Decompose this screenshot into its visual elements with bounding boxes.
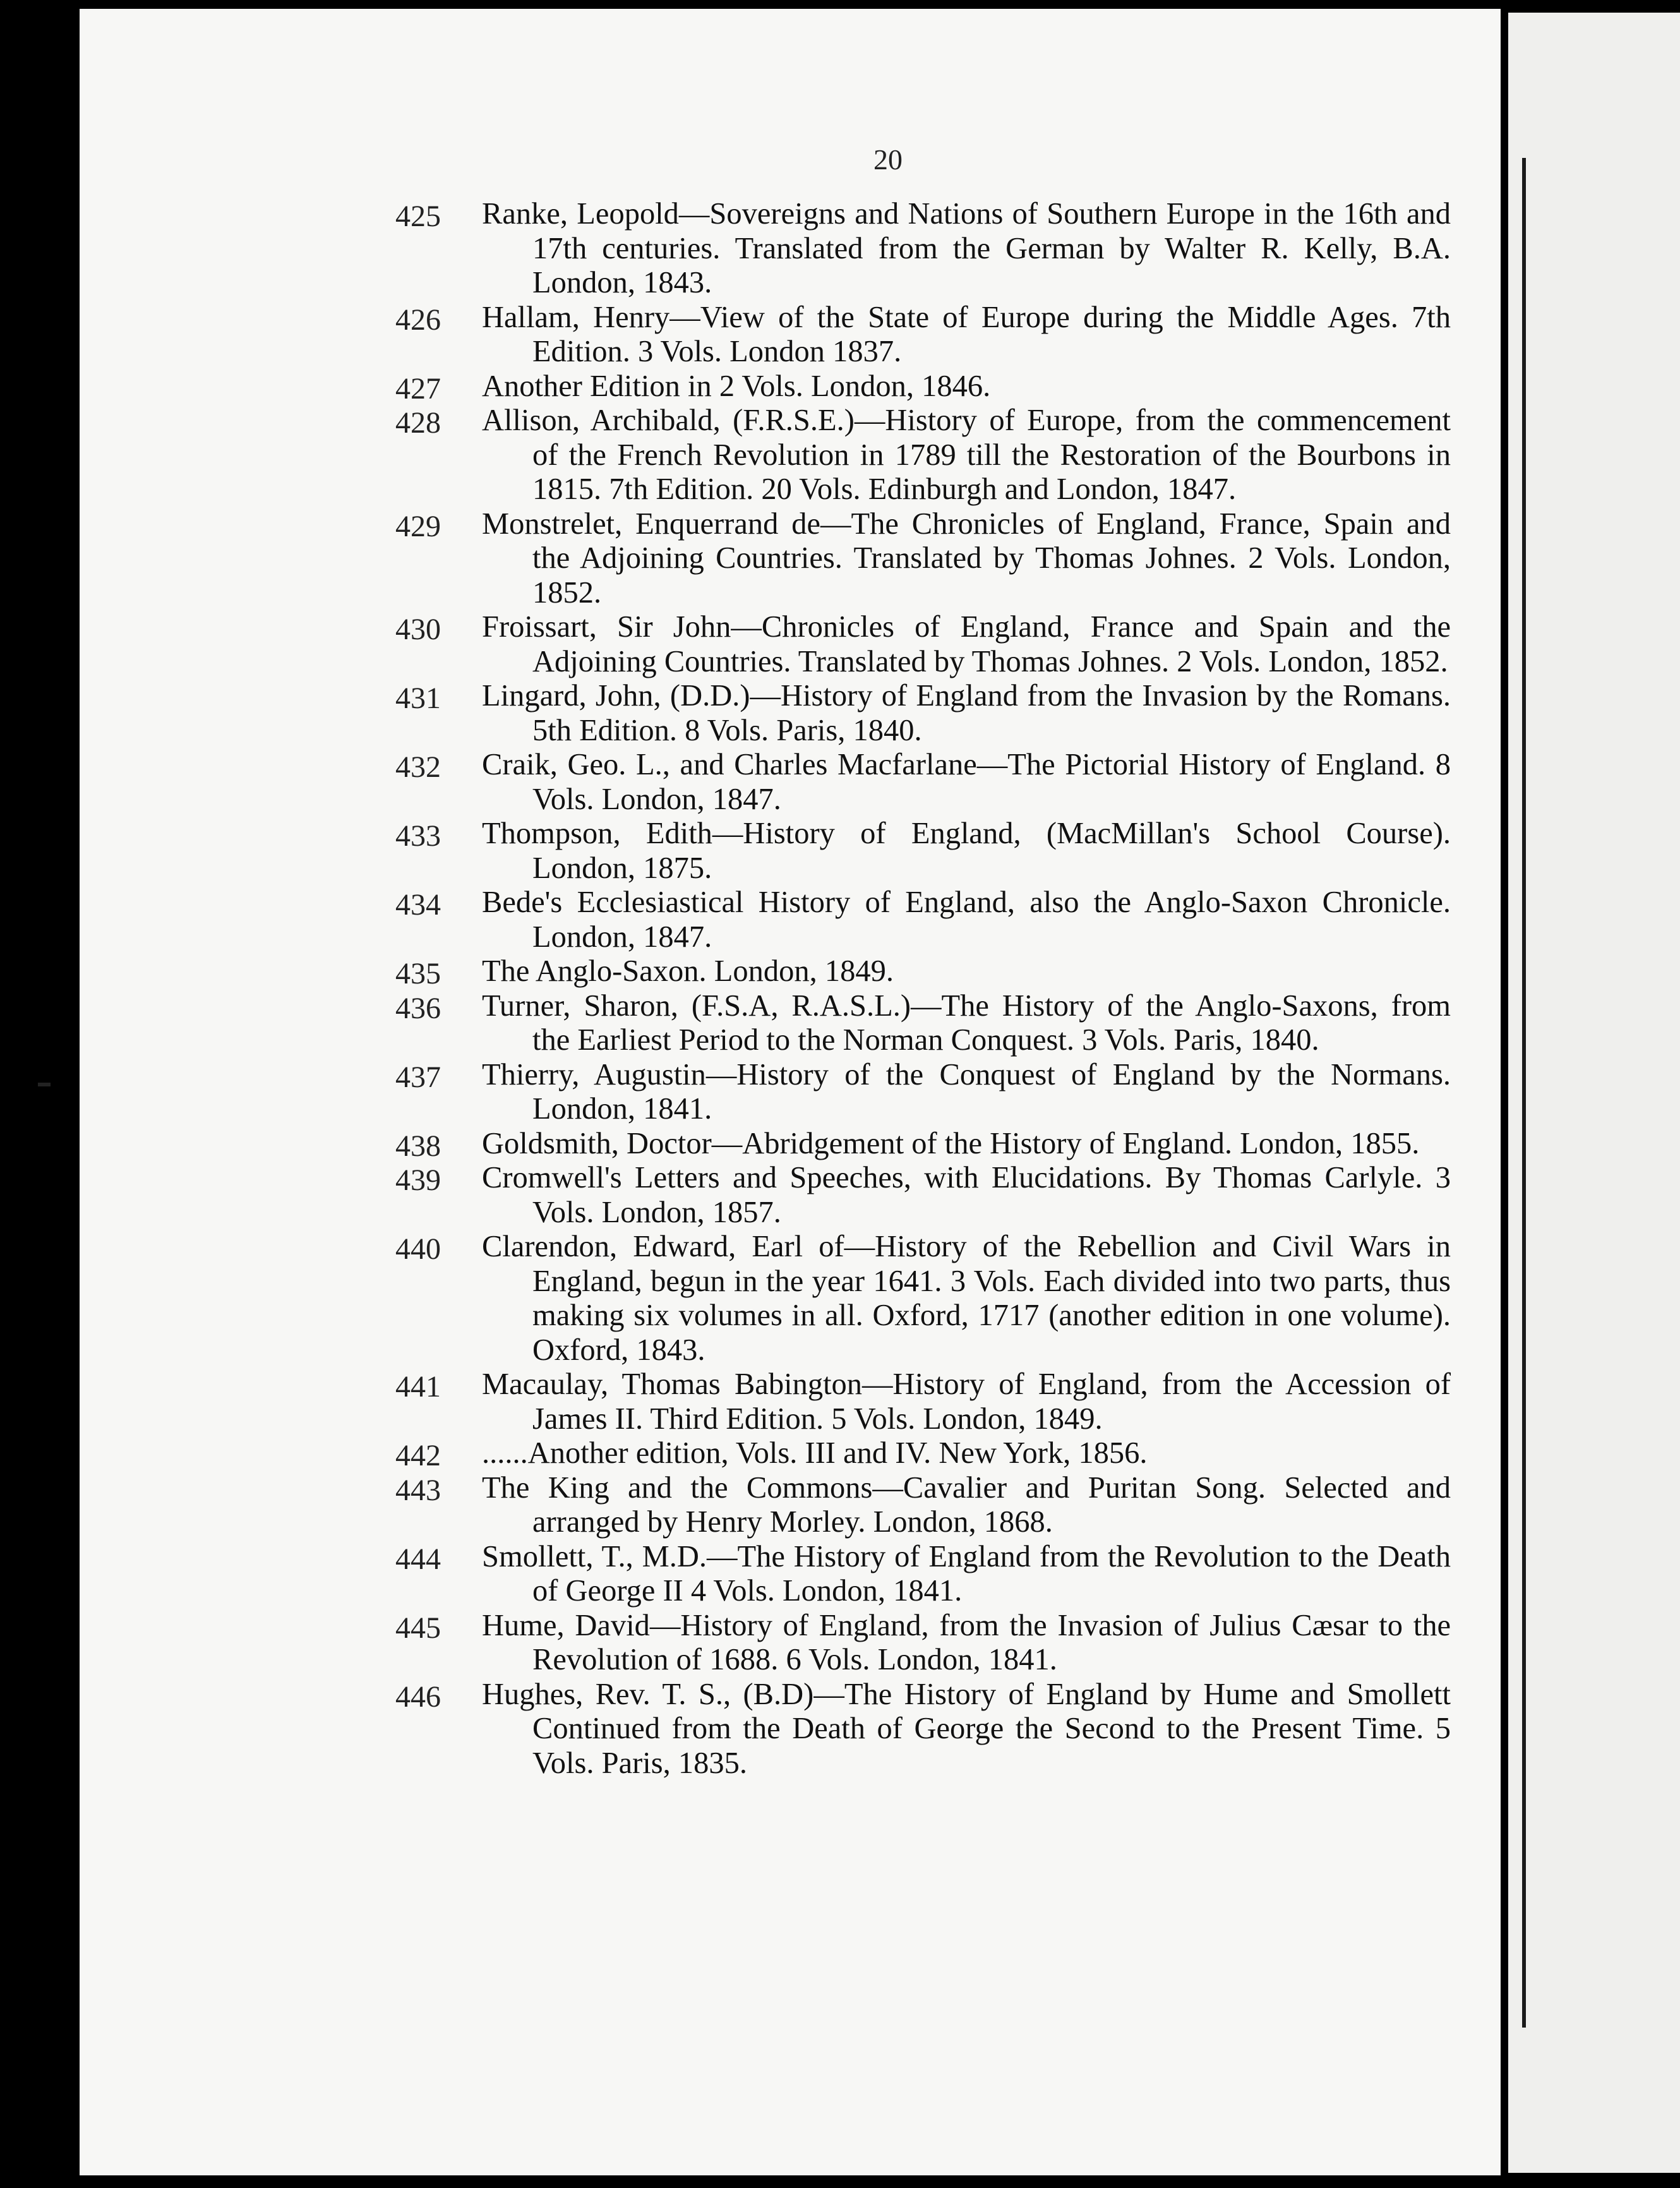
entry-number: 442 [395,1439,441,1472]
entry-number: 427 [395,371,441,406]
entry-text: Hughes, Rev. T. S., (B.D)—The History of England by Hume and Smollett Continued from the Death of George the Second to the Present Time. 5 Vols. Paris, 1835. [482,1677,1451,1780]
page-spine [1522,158,1526,2028]
list-item [80,954,1501,989]
list-item [80,1436,1501,1471]
entry-text: Bede's Ecclesiastical History of England, also the Anglo-Saxon Chronicle. London, 1847. [482,886,1451,954]
entry-text: Goldsmith, Doctor—Abridgement of the History of England. London, 1855. [482,1126,1420,1160]
entry-number: 438 [395,1129,441,1163]
list-item [80,1161,1501,1230]
list-item [80,197,1501,301]
entry-number: 439 [395,1163,441,1197]
list-item [80,1368,1501,1436]
entry-text: Cromwell's Letters and Speeches, with Elucidations. By Thomas Carlyle. 3 Vols. London, 1857. [482,1161,1451,1229]
list-item [80,1127,1501,1162]
entry-number: 440 [395,1232,441,1266]
entry-text: Smollett, T., M.D.—The History of England from the Revolution to the Death of George II 4 Vols. London, 1841. [482,1539,1451,1608]
list-item [80,1471,1501,1540]
entry-text: Monstrelet, Enquerrand de—The Chronicles of England, France, Spain and the Adjoining Countries. Translated by Thomas Johnes. 2 Vols. London, 1852. [482,507,1451,610]
entry-text: Macaulay, Thomas Babington—History of England, from the Accession of James II. Third Edition. 5 Vols. London, 1849. [482,1368,1451,1436]
bibliography-list [80,197,1501,1781]
list-item [80,507,1501,611]
list-item [80,886,1501,954]
entry-text: Clarendon, Edward, Earl of—History of the Rebellion and Civil Wars in England, begun in the year 1641. 3 Vols. Each divided into two parts, thus making six volumes in all. Oxford, 1717 (another edition in one volume). Oxford, 1843. [482,1230,1451,1367]
facing-page-edge [1508,13,1680,2173]
entry-text: The King and the Commons—Cavalier and Puritan Song. Selected and arranged by Henry Morley. London, 1868. [482,1470,1451,1539]
entry-number: 446 [395,1680,441,1714]
book-page [80,9,1501,2175]
entry-text: Turner, Sharon, (F.S.A, R.A.S.L.)—The History of the Anglo-Saxons, from the Earliest Period to the Norman Conquest. 3 Vols. Paris, 1840. [482,989,1451,1057]
entry-number: 428 [395,406,441,440]
entry-text: Lingard, John, (D.D.)—History of England from the Invasion by the Romans. 5th Edition. 8 Vols. Paris, 1840. [482,679,1451,747]
entry-number: 430 [395,613,441,646]
entry-text: Hume, David—History of England, from the Invasion of Julius Cæsar to the Revolution of 1688. 6 Vols. London, 1841. [482,1608,1451,1676]
entry-number: 436 [395,991,441,1025]
list-item [80,301,1501,370]
scan-edge-mark [38,1083,51,1086]
list-item [80,370,1501,404]
list-item [80,1058,1501,1127]
entry-number: 445 [395,1611,441,1645]
list-item [80,679,1501,748]
entry-number: 426 [395,303,441,337]
entry-text: Allison, Archibald, (F.R.S.E.)—History of Europe, from the commencement of the French Revolution in 1789 till the Restoration of the Bourbons in 1815. 7th Edition. 20 Vols. Edinburgh and London, 1847. [482,404,1451,506]
entry-number: 425 [395,200,441,233]
list-item [80,817,1501,886]
entry-number: 431 [395,682,441,715]
entry-number: 435 [395,957,441,990]
list-item [80,1540,1501,1609]
list-item [80,989,1501,1058]
entry-number: 441 [395,1370,441,1404]
entry-number: 444 [395,1542,441,1576]
entry-text: Thierry, Augustin—History of the Conquest of England by the Normans. London, 1841. [482,1057,1451,1126]
list-item [80,610,1501,679]
entry-number: 443 [395,1473,441,1507]
entry-text: Thompson, Edith—History of England, (MacMillan's School Course). London, 1875. [482,817,1451,885]
list-item [80,1230,1501,1368]
entry-number: 432 [395,750,441,784]
entry-number: 429 [395,509,441,543]
list-item [80,404,1501,507]
entry-text: Froissart, Sir John—Chronicles of England, France and Spain and the Adjoining Countries. Translated by Thomas Johnes. 2 Vols. London, 1852. [482,610,1451,678]
entry-text: The Anglo-Saxon. London, 1849. [482,954,894,988]
entry-number: 437 [395,1060,441,1094]
entry-text: Hallam, Henry—View of the State of Europe during the Middle Ages. 7th Edition. 3 Vols. London 1837. [482,300,1451,368]
entry-number: 434 [395,888,441,922]
list-item [80,748,1501,817]
list-item [80,1678,1501,1781]
entry-number: 433 [395,819,441,853]
entry-text: ......Another edition, Vols. III and IV. New York, 1856. [482,1436,1148,1470]
entry-text: Craik, Geo. L., and Charles Macfarlane—The Pictorial History of England. 8 Vols. London, 1847. [482,748,1451,816]
entry-text: Ranke, Leopold—Sovereigns and Nations of Southern Europe in the 16th and 17th centuries. Translated from the German by Walter R. Kelly, B.A. London, 1843. [482,197,1451,299]
entry-text: Another Edition in 2 Vols. London, 1846. [482,369,991,403]
list-item [80,1609,1501,1678]
page-number: 20 [873,143,903,176]
